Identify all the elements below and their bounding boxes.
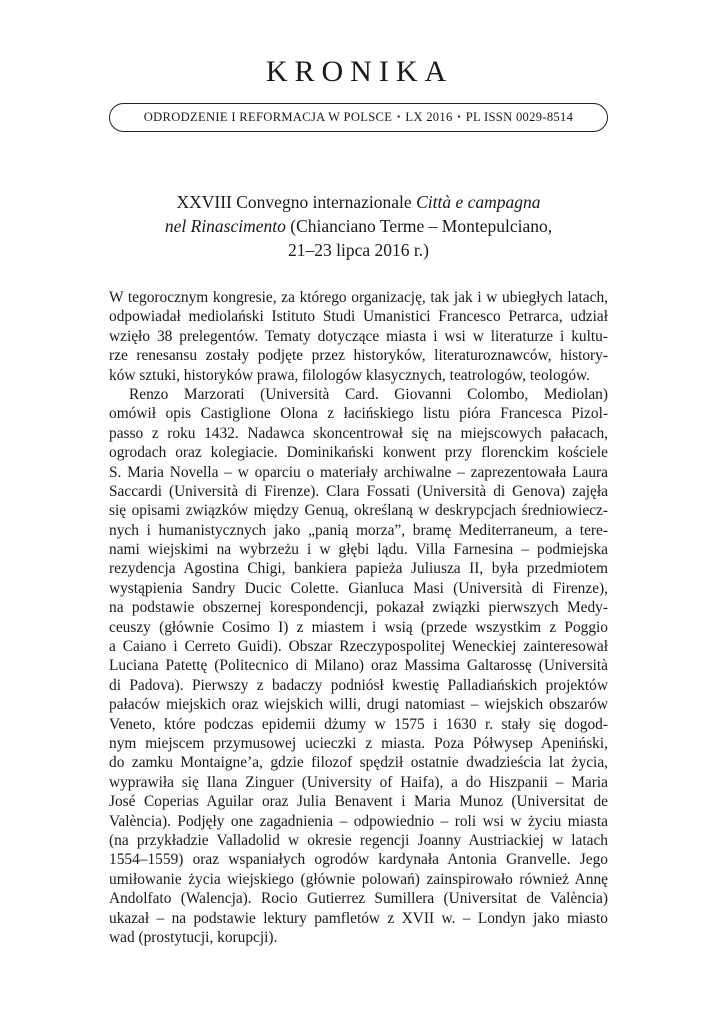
text-line: W tegorocznym kongresie, za którego organizację, tak jak i w ubiegłych latach,	[109, 289, 608, 306]
title-line	[109, 190, 608, 214]
text-line: omówił opis Castiglione Olona z łacińskiego listu pióra Francesca Pizol-	[109, 405, 608, 423]
text-line: a Caiano i Cerreto Guidi). Obszar Rzeczypospolitej Weneckiej zainteresował	[109, 638, 608, 656]
title-line	[109, 238, 608, 262]
text-line: di Padova). Pierwszy z badaczy podniósł kwestię Palladiańskich projektów	[109, 676, 608, 694]
text-line: ogrodach oraz kolegiacie. Dominikański konwent przy florenckim kościele	[109, 444, 608, 462]
text-line: ków sztuki, historyków prawa, filologów klasycznych, teatrologów, teologów.	[109, 366, 591, 384]
text-line: umiłowanie życia wiejskiego (głównie polowań) zainspirowało również Annę	[109, 870, 608, 888]
title-run: XXVIII Convegno internazionale	[176, 192, 417, 212]
journal-volume: LX 2016	[405, 110, 453, 124]
text-line: wyprawiła się Ilana Zinguer (University of Haifa), a do Hiszpanii – Maria	[109, 773, 608, 791]
text-line: wystąpienia Sandry Ducic Colette. Gianluca Masi (Università di Firenze),	[109, 579, 608, 597]
text-line: ukazał – na podstawie lektury pamfletów z XVII w. – Londyn jako miasto	[109, 909, 608, 927]
text-line: S. Maria Novella – w oparciu o materiały archiwalne – zaprezentowała Laura	[109, 463, 608, 481]
separator-square-icon: ▪	[397, 112, 401, 121]
paragraph	[109, 288, 608, 385]
journal-issn: PL ISSN 0029-8514	[465, 110, 574, 124]
title-line	[109, 214, 608, 238]
text-line: nami wiejskimi na wybrzeżu i w głębi lądu. Villa Farnesina – podmiejska	[109, 541, 608, 559]
text-line: Luciana Patettę (Politecnico di Milano) oraz Massima Galtarossę (Università	[109, 657, 608, 675]
title-italic-run: nel Rinascimento	[164, 216, 286, 236]
paragraph	[109, 385, 608, 947]
text-line: rze renesansu zostały podjęte przez historyków, literaturoznawców, history-	[109, 347, 608, 365]
text-line: Renzo Marzorati (Università Card. Giovanni Colombo, Mediolan)	[129, 385, 608, 403]
text-line: pałaców miejskich oraz wiejskich willi, drugi natomiast – wiejskich obszarów	[109, 696, 608, 714]
text-line: José Coperias Aguilar oraz Julia Benavent i Maria Munoz (Universitat de	[109, 793, 608, 811]
title-run: (Chianciano Terme – Montepulciano,	[285, 216, 553, 236]
title-italic-run: Città e campagna	[416, 192, 541, 212]
section-heading: KRONIKA	[265, 55, 454, 88]
text-line: wzięło 38 prelegentów. Tematy dotyczące miasta i wsi w literaturze i kultu-	[109, 327, 608, 345]
text-line: się opisami związków między Genuą, określaną w deskrypcjach średniowiecz-	[109, 502, 608, 520]
journal-title: ODRODZENIE I REFORMACJA W POLSCE	[143, 110, 393, 124]
text-line: passo z roku 1432. Nadawca skoncentrował się na miejscowych pałacach,	[109, 424, 608, 442]
title-run: 21–23 lipca 2016 r.)	[288, 240, 429, 260]
text-line: 1554–1559) oraz wspaniałych ogrodów kardynała Antonia Granvelle. Jego	[109, 851, 608, 869]
text-line: rezydencja Agostina Chigi, bankiera papieża Juliusza II, była przedmiotem	[109, 560, 608, 578]
text-line: odpowiadał mediolański Istituto Studi Umanistici Francesco Petrarca, udział	[109, 308, 608, 326]
text-line: wad (prostytucji, korupcji).	[109, 928, 278, 946]
text-line: Veneto, które podczas epidemii dżumy w 1575 i 1630 r. stały się dogod-	[109, 715, 608, 733]
article-body	[109, 288, 608, 947]
text-line: ceuszy (głównie Cosimo I) z miastem i wsią (przede wszystkim z Poggio	[109, 618, 608, 636]
text-line: Saccardi (Università di Firenze). Clara Fossati (Università di Genova) zajęła	[109, 482, 608, 500]
text-line: nym miejscem przymusowej ucieczki z miasta. Poza Półwysep Apeniński,	[109, 734, 608, 752]
text-line: na podstawie obszernej korespondencji, pokazał związki pierwszych Medy-	[109, 599, 608, 617]
text-line: do zamku Montaigne’a, gdzie filozof spędził ostatnie dwadzieścia lat życia,	[109, 754, 608, 772]
text-line: València). Podjęły one zagadnienia – odpowiednio – roli wsi w życiu miasta	[109, 812, 608, 830]
separator-square-icon: ▪	[457, 112, 461, 121]
text-line: nych i humanistycznych jako „panią morza”, bramę Mediterraneum, a tere-	[109, 521, 608, 539]
text-line: Andolfato (Walencja). Rocio Gutierrez Sumillera (Universitat de València)	[109, 890, 608, 908]
journal-info-box	[109, 103, 608, 132]
article-title	[109, 190, 608, 262]
text-line: (na przykładzie Valladolid w okresie regencji Joanny Austriackiej w latach	[109, 831, 608, 849]
